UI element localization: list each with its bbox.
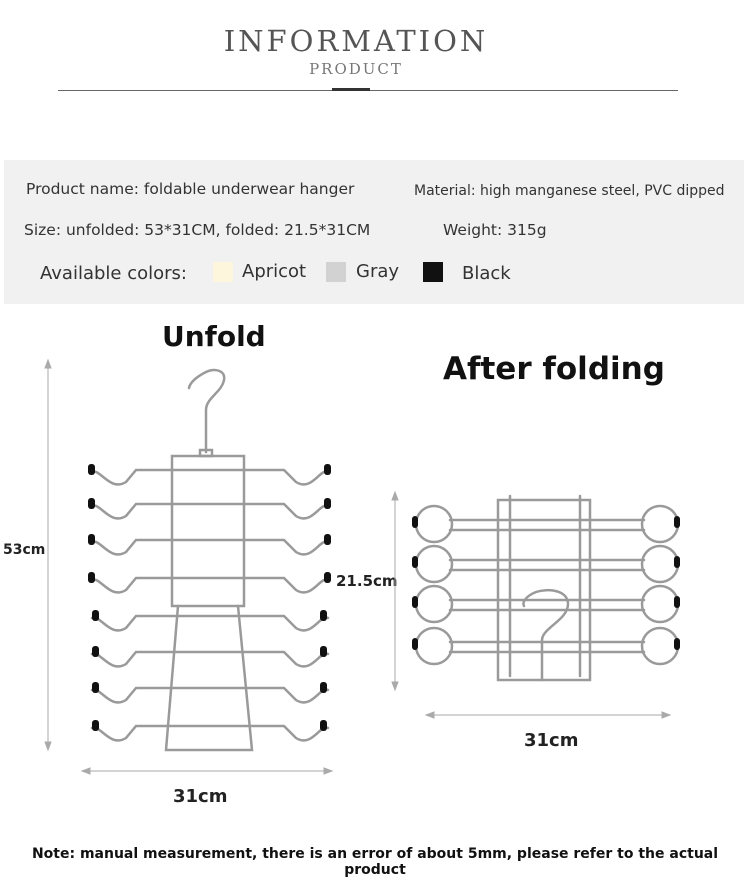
fold-bar bbox=[450, 600, 644, 610]
loop-left bbox=[416, 628, 452, 664]
fold-bar bbox=[450, 520, 644, 530]
unfold-height-label: 53cm bbox=[3, 542, 46, 558]
loop-tip bbox=[674, 516, 680, 528]
loop-tip bbox=[674, 556, 680, 568]
color-name-black: Black bbox=[462, 263, 511, 284]
loop-right bbox=[642, 546, 678, 582]
loop-left bbox=[416, 506, 452, 542]
folded-height-label: 21.5cm bbox=[336, 572, 398, 590]
fold-bar bbox=[450, 560, 644, 570]
loop-tip bbox=[674, 638, 680, 650]
loop-tip bbox=[412, 596, 418, 608]
unfold-width-label: 31cm bbox=[173, 786, 228, 807]
loop-tip bbox=[674, 596, 680, 608]
loop-tip bbox=[412, 516, 418, 528]
after-folding-title: After folding bbox=[443, 351, 665, 387]
measurement-note: Note: manual measurement, there is an error of about 5mm, please refer to the actual product bbox=[31, 846, 719, 878]
material-text: Material: high manganese steel, PVC dipped bbox=[414, 183, 725, 199]
weight-text: Weight: 315g bbox=[443, 221, 547, 239]
loop-tip bbox=[412, 638, 418, 650]
size-text: Size: unfolded: 53*31CM, folded: 21.5*31CM bbox=[24, 221, 371, 239]
loop-right bbox=[642, 628, 678, 664]
color-name-apricot: Apricot bbox=[242, 261, 307, 282]
page-subtitle: PRODUCT bbox=[309, 60, 403, 78]
loop-right bbox=[642, 586, 678, 622]
loop-left bbox=[416, 546, 452, 582]
page-title: INFORMATION bbox=[223, 24, 489, 58]
colors-label: Available colors: bbox=[40, 263, 187, 284]
fold-frame-inner bbox=[510, 496, 580, 676]
folded-width-label: 31cm bbox=[524, 730, 579, 751]
product-name-text: Product name: foldable underwear hanger bbox=[26, 180, 355, 198]
color-name-gray: Gray bbox=[356, 261, 400, 282]
loop-tip bbox=[412, 556, 418, 568]
loop-right bbox=[642, 506, 678, 542]
loop-left bbox=[416, 586, 452, 622]
fold-bar bbox=[450, 642, 644, 652]
unfold-title: Unfold bbox=[162, 320, 266, 353]
fold-hook-wire bbox=[524, 590, 569, 680]
